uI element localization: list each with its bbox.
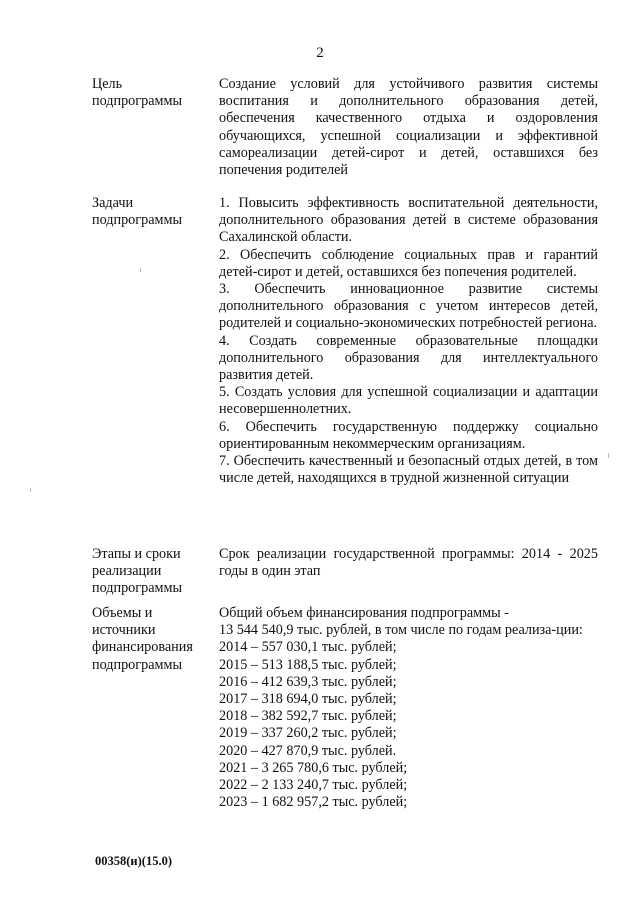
scan-speck <box>608 453 609 458</box>
funding-year: 2022 – 2 133 240,7 тыс. рублей; <box>219 777 408 794</box>
funding-year: 2014 – 557 030,1 тыс. рублей; <box>219 639 397 656</box>
task-item: 1. Повысить эффективность воспитательной деятельности, дополнительного образования детей в системе образования Сахалинской области. <box>219 195 598 246</box>
funding-year: 2023 – 1 682 957,2 тыс. рублей; <box>219 794 408 811</box>
funding-year: 2020 – 427 870,9 тыс. рублей. <box>219 742 397 759</box>
task-item: 5. Создать условия для успешной социализации и адаптации несовершеннолетних. <box>219 384 598 418</box>
funding-year: 2019 – 337 260,2 тыс. рублей; <box>219 725 397 742</box>
tasks-list <box>219 195 598 487</box>
funding-label: Объемы и источники финансирования подпрограммы <box>92 605 193 673</box>
task-item: 4. Создать современные образовательные площадки дополнительного образования для интеллектуального развития детей. <box>219 332 598 384</box>
funding-intro: Общий объем финансирования подпрограммы - <box>219 605 509 621</box>
goal-label: Цель подпрограммы <box>92 76 182 110</box>
funding-details <box>219 605 598 811</box>
stages-text: Срок реализации государственной программы: 2014 - 2025 годы в один этап <box>219 546 598 580</box>
funding-total: 13 544 540,9 тыс. рублей, в том числе по годам реализа-ции: <box>219 622 583 639</box>
document-code: 00358(и)(15.0) <box>95 854 172 868</box>
task-item: 2. Обеспечить соблюдение социальных прав и гарантий детей-сирот и детей, оставшихся без попечения родителей. <box>219 246 598 280</box>
funding-year: 2017 – 318 694,0 тыс. рублей; <box>219 691 397 708</box>
stages-label: Этапы и сроки реализации подпрограммы <box>92 546 182 597</box>
goal-text: Создание условий для устойчивого развития системы воспитания и дополнительного образования детей, обеспечения качественного отдыха и оздоровления обучающихся, успешной социализации и эффективной самореализации детей-сирот и детей, оставшихся без попечения родителей <box>219 76 598 179</box>
task-item: 6. Обеспечить государственную поддержку социально ориентированным некоммерческим организациям. <box>219 418 598 452</box>
scan-speck <box>140 268 141 272</box>
funding-year: 2015 – 513 188,5 тыс. рублей; <box>219 656 397 673</box>
page-number: 2 <box>316 45 324 61</box>
funding-year: 2018 – 382 592,7 тыс. рублей; <box>219 708 397 725</box>
task-item: 7. Обеспечить качественный и безопасный отдых детей, в том числе детей, находящихся в трудной жизненной ситуации <box>219 453 598 487</box>
tasks-label: Задачи подпрограммы <box>92 195 182 229</box>
funding-year: 2016 – 412 639,3 тыс. рублей; <box>219 673 397 690</box>
scan-speck <box>30 488 31 492</box>
task-item: 3. Обеспечить инновационное развитие системы дополнительного образования с учетом интересов детей, родителей и социально-экономических потребностей региона. <box>219 281 598 332</box>
funding-year: 2021 – 3 265 780,6 тыс. рублей; <box>219 759 408 776</box>
